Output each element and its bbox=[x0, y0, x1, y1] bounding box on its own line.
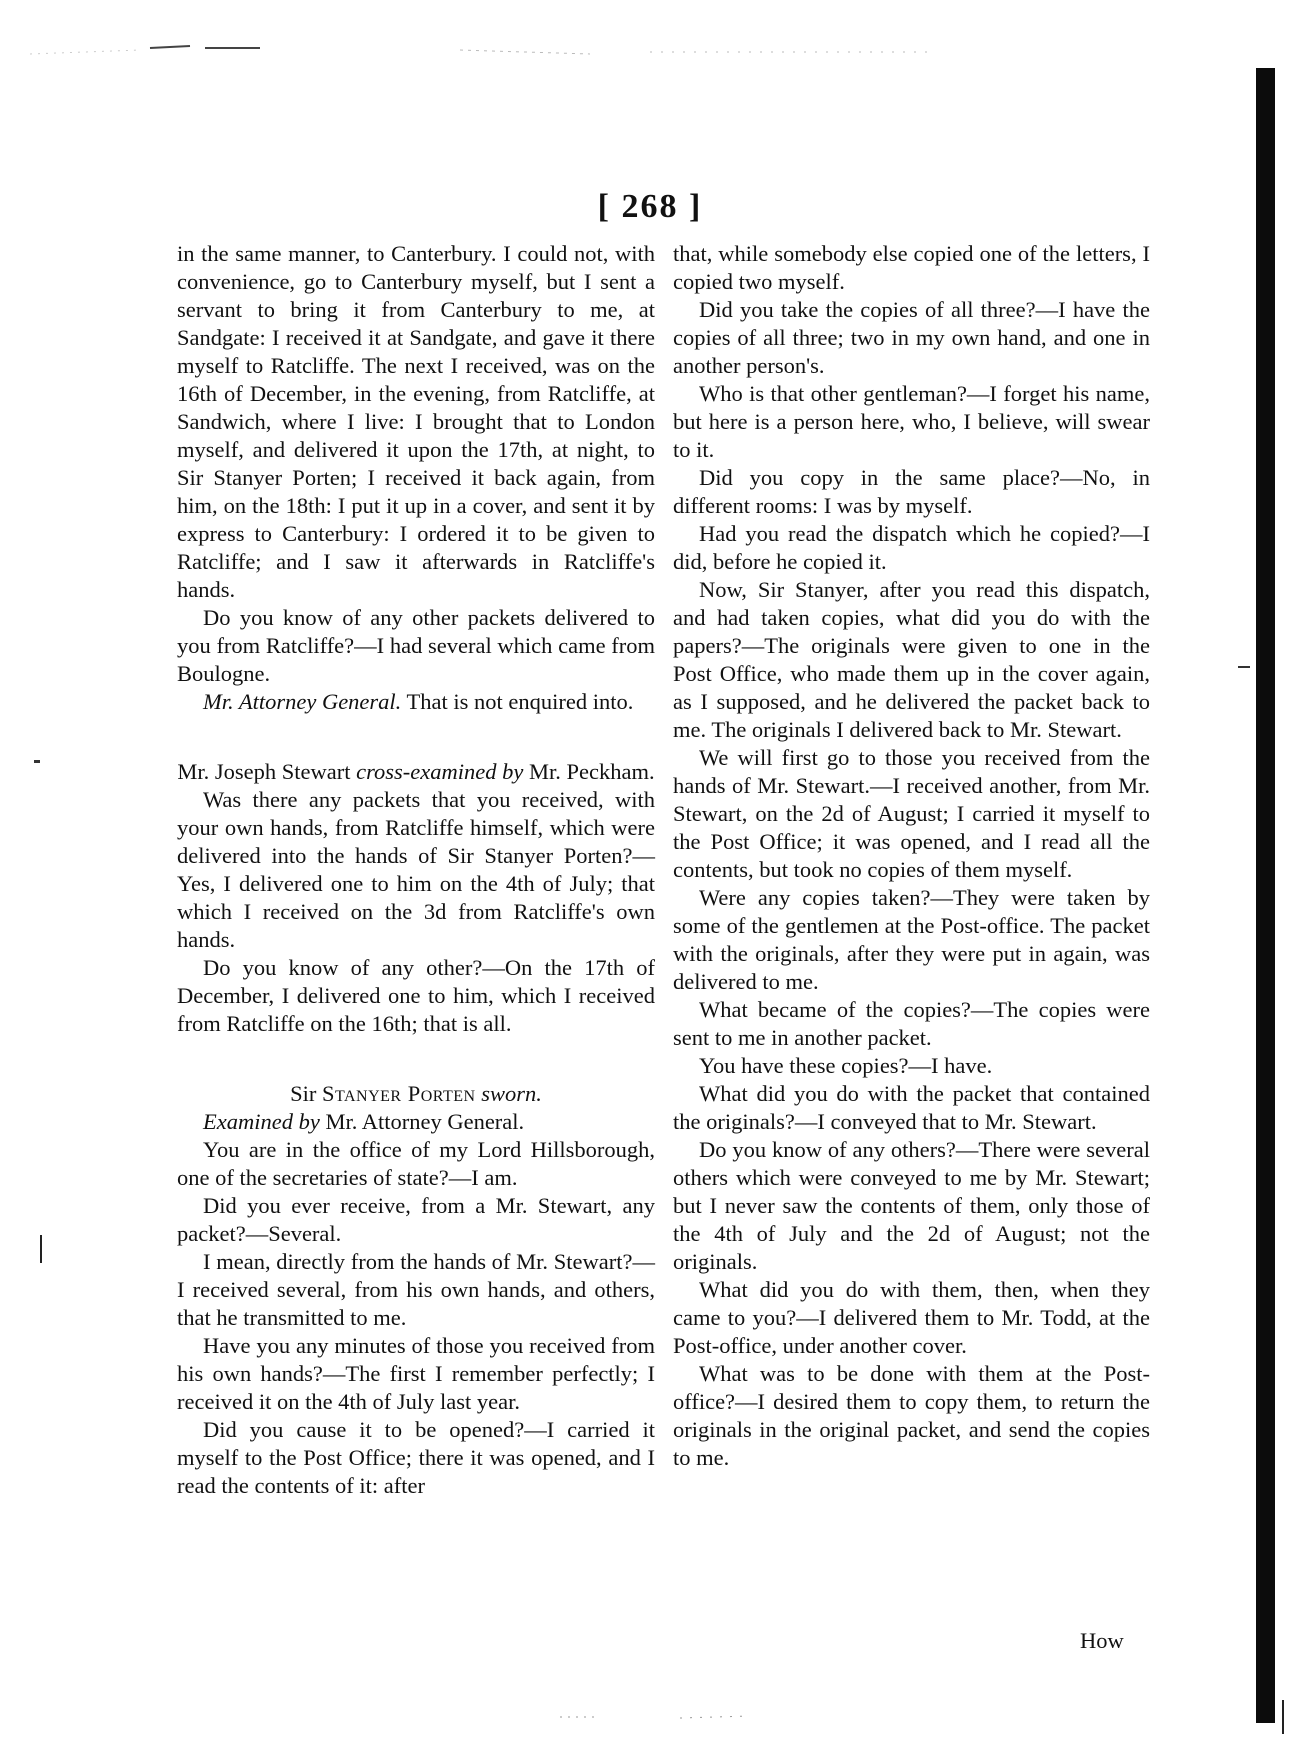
paragraph: that, while somebody else copied one of the letters, I copied two myself. bbox=[673, 241, 1150, 294]
paragraph: What did you do with the packet that contained the originals?—I conveyed that to Mr. Stewart. bbox=[673, 1081, 1150, 1134]
paragraph bbox=[177, 688, 655, 716]
paragraph: Was there any packets that you received, with your own hands, from Ratcliffe himself, which were delivered into the hands of Sir Stanyer Porten?—Yes, I delivered one to him on the 4th of July; that which I received on the 3d from Ratcliffe's own hands. bbox=[177, 787, 655, 952]
left-column bbox=[177, 240, 655, 1500]
paragraph: You are in the office of my Lord Hillsborough, one of the secretaries of state?—I am. bbox=[177, 1137, 655, 1190]
paragraph: What was to be done with them at the Post-office?—I desired them to copy them, to return the originals in the original packet, and send the copies to me. bbox=[673, 1361, 1150, 1470]
examined-by-label: Examined by bbox=[203, 1109, 320, 1134]
page-number: [ 268 ] bbox=[597, 188, 703, 225]
paragraph: What did you do with them, then, when they came to you?—I delivered them to Mr. Todd, at the Post-office, under another cover. bbox=[673, 1277, 1150, 1358]
witness-prefix: Sir bbox=[290, 1081, 322, 1106]
paragraph: Do you know of any others?—There were several others which were conveyed to me by Mr. Stewart; but I never saw the contents of them, only those of the 4th of July and the 2d of August; not the originals. bbox=[673, 1137, 1150, 1274]
paragraph: Had you read the dispatch which he copied?—I did, before he copied it. bbox=[673, 521, 1150, 574]
heading-italic: cross-examined by bbox=[356, 759, 524, 784]
paragraph: Do you know of any other packets delivered to you from Ratcliffe?—I had several which came from Boulogne. bbox=[177, 605, 655, 686]
paragraph: Did you take the copies of all three?—I have the copies of all three; two in my own hand, and one in another person's. bbox=[673, 297, 1150, 378]
examiner-name: Mr. Attorney General. bbox=[319, 1109, 525, 1134]
scan-specks-top bbox=[30, 40, 1230, 70]
examiner-name: Mr. Peckham. bbox=[523, 759, 655, 784]
scan-margin-dot-right bbox=[1238, 666, 1250, 668]
paragraph: We will first go to those you received from the hands of Mr. Stewart.—I received another, from Mr. Stewart, on the 2d of August; I carried it myself to the Post Office; it was opened, and I read all the contents, but took no copies of them myself. bbox=[673, 745, 1150, 882]
paragraph: in the same manner, to Canterbury. I could not, with convenience, go to Canterbury myself, but I sent a servant to bring it from Canterbury to me, at Sandgate: I received it at Sandgate, and gave it there myself to Ratcliffe. The next I received, was on the 16th of December, in the evening, from Ratcliffe, at Sandwich, where I live: I brought that to London myself, and delivered it upon the 17th, at night, to Sir Stanyer Porten; I received it back again, from him, on the 18th: I put it up in a cover, and sent it by express to Canterbury: I ordered it to be given to Ratcliffe; and I saw it afterwards in Ratcliffe's hands. bbox=[177, 241, 655, 602]
scan-edge-bar bbox=[1256, 68, 1275, 1723]
sworn-label: sworn. bbox=[475, 1081, 542, 1106]
witness-heading bbox=[177, 1080, 655, 1108]
section-heading bbox=[177, 758, 655, 786]
paragraph: Did you ever receive, from a Mr. Stewart, any packet?—Several. bbox=[177, 1193, 655, 1246]
paragraph: Who is that other gentleman?—I forget his name, but here is a person here, who, I believe, will swear to it. bbox=[673, 381, 1150, 462]
catchword: How bbox=[1080, 1628, 1124, 1653]
examiner-line bbox=[177, 1108, 655, 1136]
paragraph: I mean, directly from the hands of Mr. Stewart?—I received several, from his own hands, and others, that he transmitted to me. bbox=[177, 1249, 655, 1330]
paragraph: Did you cause it to be opened?—I carried it myself to the Post Office; there it was opened, and I read the contents of it: after bbox=[177, 1417, 655, 1498]
paragraph: Were any copies taken?—They were taken by some of the gentlemen at the Post-office. The packet with the originals, after they were put in again, was delivered to me. bbox=[673, 885, 1150, 994]
witness-name: Stanyer Porten bbox=[321, 1081, 476, 1106]
paragraph: Do you know of any other?—On the 17th of December, I delivered one to him, which I received from Ratcliffe on the 16th; that is all. bbox=[177, 955, 655, 1036]
scan-margin-mark bbox=[40, 1235, 42, 1263]
witness-name: Mr. Joseph Stewart bbox=[177, 759, 357, 784]
scan-specks-bottom bbox=[560, 1712, 760, 1722]
scan-margin-mark-bottom bbox=[1282, 1700, 1284, 1734]
speech-text: That is not enquired into. bbox=[401, 689, 634, 714]
paragraph: Did you copy in the same place?—No, in different rooms: I was by myself. bbox=[673, 465, 1150, 518]
paragraph: You have these copies?—I have. bbox=[699, 1053, 993, 1078]
speaker-name: Mr. Attorney General. bbox=[203, 689, 402, 714]
right-column bbox=[673, 240, 1150, 1472]
scan-margin-dot bbox=[34, 760, 40, 763]
paragraph: Have you any minutes of those you received from his own hands?—The first I remember perfectly; I received it on the 4th of July last year. bbox=[177, 1333, 655, 1414]
paragraph: Now, Sir Stanyer, after you read this dispatch, and had taken copies, what did you do with the papers?—The originals were given to one in the Post Office, who made them up in the cover again, as I supposed, and he delivered the packet back to me. The originals I delivered back to Mr. Stewart. bbox=[673, 577, 1150, 742]
paragraph: What became of the copies?—The copies were sent to me in another packet. bbox=[673, 997, 1150, 1050]
